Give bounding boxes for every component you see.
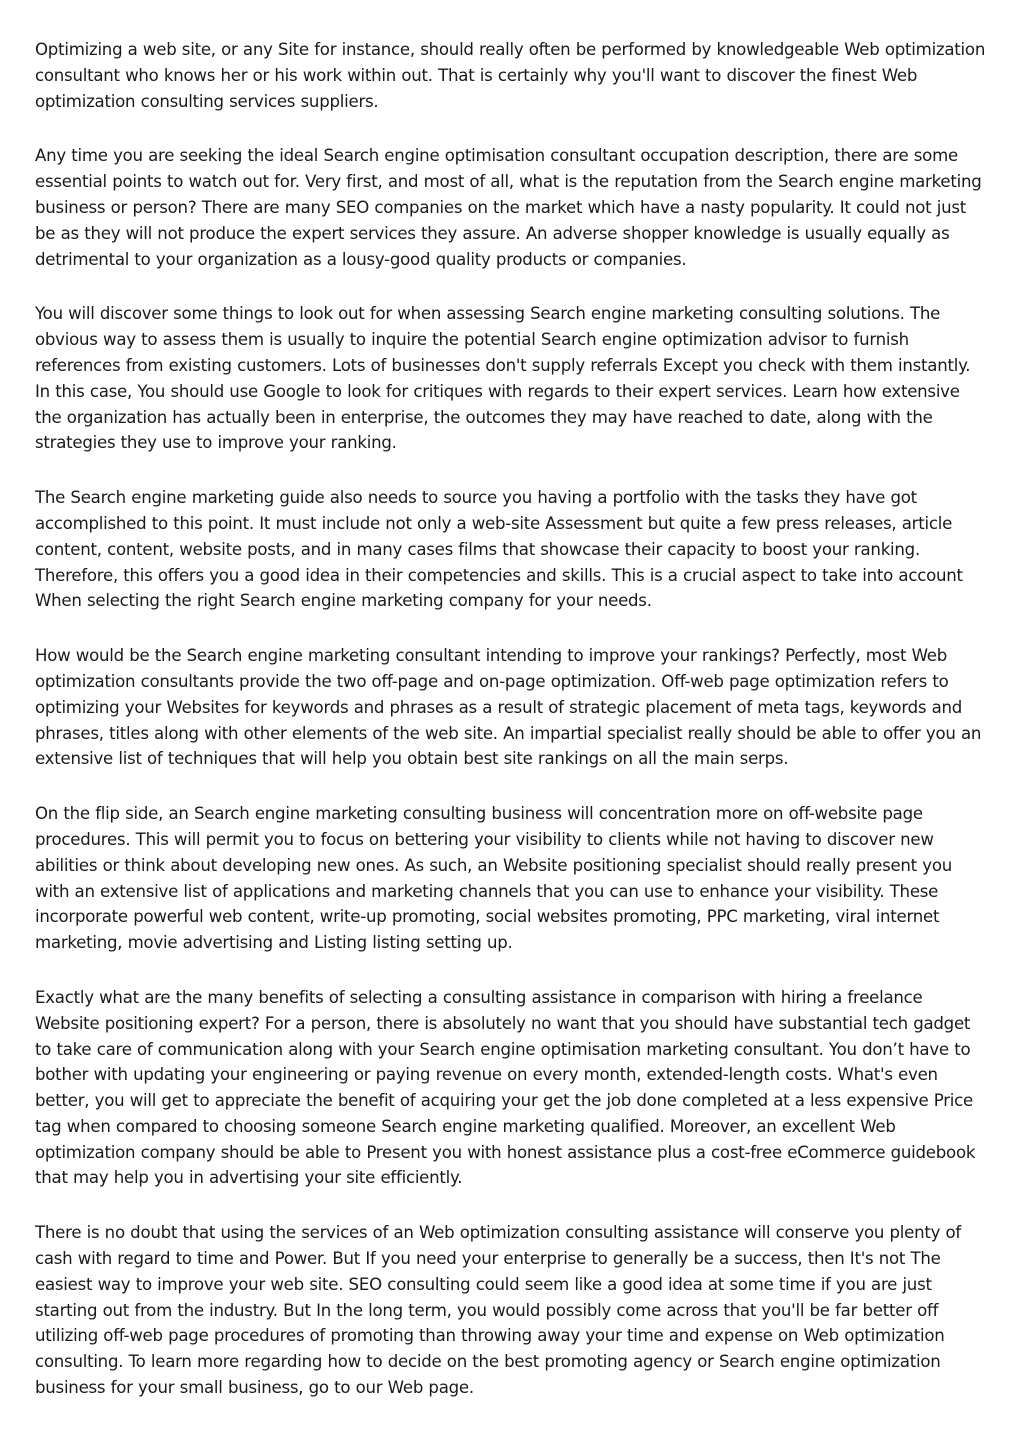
paragraph-2: Any time you are seeking the ideal Search engine optimisation consultant occupation description, there are some essential points to watch out for. Very first, and most of all, what is the reputation from the Search engine marketing business or person? There are many SEO companies on the market which have a nasty popularity. It could not just be as they will not produce the expert services they assure. An adverse shopper knowledge is usually equally as detrimental to your organization as a lousy-good quality products or companies. [35,146,982,269]
paragraph-5: How would be the Search engine marketing consultant intending to improve your rankings? Perfectly, most Web optimization consultants provide the two off-page and on-page optimization. Off-web page optimization refers to optimizing your Websites for keywords and phrases as a result of strategic placement of meta tags, keywords and phrases, titles along with other elements of the web site. An impartial specialist really should be able to offer you an extensive list of techniques that will help you obtain best site rankings on all the main serps. [35,646,982,769]
paragraph-7: Exactly what are the many benefits of selecting a consulting assistance in comparison with hiring a freelance Website positioning expert? For a person, there is absolutely no want that you should have substantial tech gadget to take care of communication along with your Search engine optimisation marketing consultant. You don’t have to bother with updating your engineering or paying revenue on every month, extended-length costs. What's even better, you will get to appreciate the benefit of acquiring your get the job done completed at a less expensive Price tag when compared to choosing someone Search engine marketing qualified. Moreover, an excellent Web optimization company should be able to Present you with honest assistance plus a cost-free eCommerce guidebook that may help you in advertising your site efficiently. [35,987,976,1188]
paragraph-1: Optimizing a web site, or any Site for instance, should really often be performed by knowledgeable Web optimization consultant who knows her or his work within out. That is certainly why you'll want to discover the finest Web optimization consulting services suppliers. [35,40,986,111]
paragraph-6: On the flip side, an Search engine marketing consulting business will concentration more on off-website page procedures. This will permit you to focus on bettering your visibility to clients while not having to discover new abilities or think about developing new ones. As such, an Website positioning specialist should really present you with an extensive list of applications and marketing channels that you can use to enhance your visibility. These incorporate powerful web content, write-up promoting, social websites promoting, PPC marketing, viral internet marketing, movie advertising and Listing listing setting up. [35,804,953,953]
paragraph-8: There is no doubt that using the services of an Web optimization consulting assistance will conserve you plenty of cash with regard to time and Power. But If you need your enterprise to generally be a success, then It's not The easiest way to improve your web site. SEO consulting could seem like a good idea at some time if you are just starting out from the industry. But In the long term, you would possibly come across that you'll be far better off utilizing off-web page procedures of promoting than throwing away your time and expense on Web optimization consulting. To learn more regarding how to decide on the best promoting agency or Search engine optimization business for your small business, go to our Web page. [35,1223,962,1398]
paragraph-3: You will discover some things to look out for when assessing Search engine marketing consulting solutions. The obvious way to assess them is usually to inquire the potential Search engine optimization advisor to furnish references from existing customers. Lots of businesses don't supply referrals Except you check with them instantly. In this case, You should use Google to look for critiques with regards to their expert services. Learn how extensive the organization has actually been in enterprise, the outcomes they may have reached to date, along with the strategies they use to improve your ranking. [35,304,971,453]
paragraph-4: The Search engine marketing guide also needs to source you having a portfolio with the tasks they have got accomplished to this point. It must include not only a web-site Assessment but quite a few press releases, article content, content, website posts, and in many cases films that showcase their capacity to boost your ranking. Therefore, this offers you a good idea in their competencies and skills. This is a crucial aspect to take into account When selecting the right Search engine marketing company for your needs. [35,488,963,611]
